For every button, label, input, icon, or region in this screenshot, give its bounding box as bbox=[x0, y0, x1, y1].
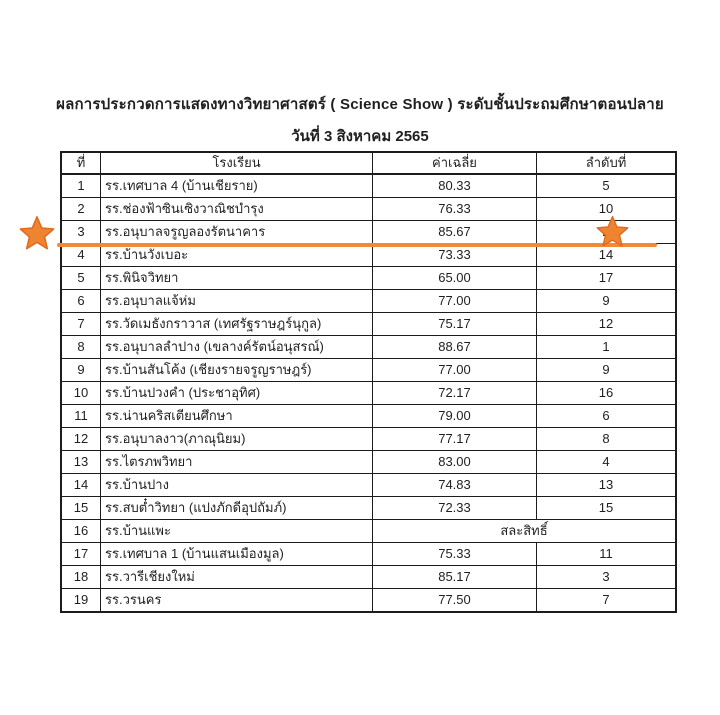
cell-school: รร.บ้านวังเบอะ bbox=[101, 244, 373, 267]
cell-school: รร.บ้านสันโค้ง (เชียงรายจรูญราษฎร์) bbox=[101, 359, 373, 382]
cell-school: รร.อนุบาลแจ้ห่ม bbox=[101, 290, 373, 313]
cell-no: 6 bbox=[61, 290, 101, 313]
page-title: ผลการประกวดการแสดงทางวิทยาศาสตร์ ( Science Show ) ระดับชั้นประถมศึกษาตอนปลาย bbox=[56, 96, 664, 113]
cell-school: รร.เทศบาล 1 (บ้านแสนเมืองมูล) bbox=[101, 543, 373, 566]
cell-no: 18 bbox=[61, 566, 101, 589]
cell-rank: 14 bbox=[537, 244, 677, 267]
star-icon-right bbox=[595, 214, 630, 249]
table-row bbox=[61, 221, 676, 244]
cell-rank: 8 bbox=[537, 428, 677, 451]
cell-rank: 3 bbox=[537, 566, 677, 589]
header-row bbox=[61, 152, 676, 174]
table-row bbox=[61, 382, 676, 405]
cell-no: 5 bbox=[61, 267, 101, 290]
cell-no: 11 bbox=[61, 405, 101, 428]
cell-average: 79.00 bbox=[373, 405, 537, 428]
cell-school: รร.เทศบาล 4 (บ้านเชียราย) bbox=[101, 174, 373, 198]
table-row bbox=[61, 198, 676, 221]
cell-school: รร.พินิจวิทยา bbox=[101, 267, 373, 290]
cell-rank: 10 bbox=[537, 198, 677, 221]
cell-average: 80.33 bbox=[373, 174, 537, 198]
cell-average: 74.83 bbox=[373, 474, 537, 497]
cell-average: 85.17 bbox=[373, 566, 537, 589]
highlight-underline bbox=[57, 243, 657, 247]
cell-no: 10 bbox=[61, 382, 101, 405]
cell-no: 16 bbox=[61, 520, 101, 543]
date-line: วันที่ 3 สิงหาคม 2565 bbox=[291, 128, 429, 145]
cell-no: 7 bbox=[61, 313, 101, 336]
table-row bbox=[61, 474, 676, 497]
table-row bbox=[61, 428, 676, 451]
header-average: ค่าเฉลี่ย bbox=[373, 152, 537, 174]
cell-rank: 9 bbox=[537, 359, 677, 382]
cell-average: 83.00 bbox=[373, 451, 537, 474]
table-row bbox=[61, 520, 676, 543]
cell-average: 75.33 bbox=[373, 543, 537, 566]
cell-no: 1 bbox=[61, 174, 101, 198]
table-row bbox=[61, 451, 676, 474]
cell-average: 77.00 bbox=[373, 359, 537, 382]
table-row bbox=[61, 290, 676, 313]
cell-average: 65.00 bbox=[373, 267, 537, 290]
cell-rank: 15 bbox=[537, 497, 677, 520]
cell-rank: 4 bbox=[537, 451, 677, 474]
table-row bbox=[61, 313, 676, 336]
cell-no: 13 bbox=[61, 451, 101, 474]
cell-no: 14 bbox=[61, 474, 101, 497]
table-row bbox=[61, 589, 676, 613]
cell-average: 88.67 bbox=[373, 336, 537, 359]
cell-school: รร.ช่องฟ้าซินเซิงวาณิชบำรุง bbox=[101, 198, 373, 221]
table-row bbox=[61, 359, 676, 382]
table-row bbox=[61, 405, 676, 428]
cell-average: 76.33 bbox=[373, 198, 537, 221]
cell-school: รร.บ้านแพะ bbox=[101, 520, 373, 543]
cell-no: 19 bbox=[61, 589, 101, 613]
cell-school: รร.สบต๋ำวิทยา (แปงภักดีอุปถัมภ์) bbox=[101, 497, 373, 520]
cell-average: 77.17 bbox=[373, 428, 537, 451]
cell-school: รร.น่านคริสเตียนศึกษา bbox=[101, 405, 373, 428]
cell-average: 72.33 bbox=[373, 497, 537, 520]
cell-school: รร.วัดเมธังกราวาส (เทศรัฐราษฎร์นุกูล) bbox=[101, 313, 373, 336]
results-table bbox=[60, 151, 677, 613]
cell-school: รร.อนุบาลงาว(ภาณุนิยม) bbox=[101, 428, 373, 451]
cell-school: รร.วรนคร bbox=[101, 589, 373, 613]
cell-rank: 13 bbox=[537, 474, 677, 497]
table-row bbox=[61, 267, 676, 290]
cell-rank: 6 bbox=[537, 405, 677, 428]
cell-school: รร.บ้านปวงคำ (ประชาอุทิศ) bbox=[101, 382, 373, 405]
cell-no: 3 bbox=[61, 221, 101, 244]
cell-no: 12 bbox=[61, 428, 101, 451]
results-table-header bbox=[61, 152, 676, 174]
cell-no: 17 bbox=[61, 543, 101, 566]
cell-rank: 1 bbox=[537, 336, 677, 359]
table-row bbox=[61, 174, 676, 198]
cell-rank: 12 bbox=[537, 313, 677, 336]
header-rank: ลำดับที่ bbox=[537, 152, 677, 174]
cell-school: รร.บ้านปาง bbox=[101, 474, 373, 497]
header-school: โรงเรียน bbox=[101, 152, 373, 174]
cell-average: 73.33 bbox=[373, 244, 537, 267]
cell-average: 85.67 bbox=[373, 221, 537, 244]
cell-rank: 16 bbox=[537, 382, 677, 405]
cell-school: รร.อนุบาลจรูญลองรัตนาคาร bbox=[101, 221, 373, 244]
cell-forfeit: สละสิทธิ์ bbox=[373, 520, 677, 543]
cell-school: รร.อนุบาลลำปาง (เขลางค์รัตน์อนุสรณ์) bbox=[101, 336, 373, 359]
cell-rank: 7 bbox=[537, 589, 677, 613]
cell-rank: 11 bbox=[537, 543, 677, 566]
cell-school: รร.ไตรภพวิทยา bbox=[101, 451, 373, 474]
cell-average: 77.00 bbox=[373, 290, 537, 313]
table-row bbox=[61, 497, 676, 520]
header-no: ที่ bbox=[61, 152, 101, 174]
star-icon-left bbox=[18, 214, 56, 252]
cell-average: 77.50 bbox=[373, 589, 537, 613]
cell-average: 75.17 bbox=[373, 313, 537, 336]
table-row bbox=[61, 566, 676, 589]
results-table-body bbox=[61, 174, 676, 612]
cell-rank: 9 bbox=[537, 290, 677, 313]
cell-average: 72.17 bbox=[373, 382, 537, 405]
cell-no: 8 bbox=[61, 336, 101, 359]
cell-no: 4 bbox=[61, 244, 101, 267]
table-row bbox=[61, 336, 676, 359]
cell-rank: 17 bbox=[537, 267, 677, 290]
cell-no: 9 bbox=[61, 359, 101, 382]
cell-no: 15 bbox=[61, 497, 101, 520]
cell-rank: 5 bbox=[537, 174, 677, 198]
table-row bbox=[61, 543, 676, 566]
cell-school: รร.วารีเชียงใหม่ bbox=[101, 566, 373, 589]
cell-no: 2 bbox=[61, 198, 101, 221]
